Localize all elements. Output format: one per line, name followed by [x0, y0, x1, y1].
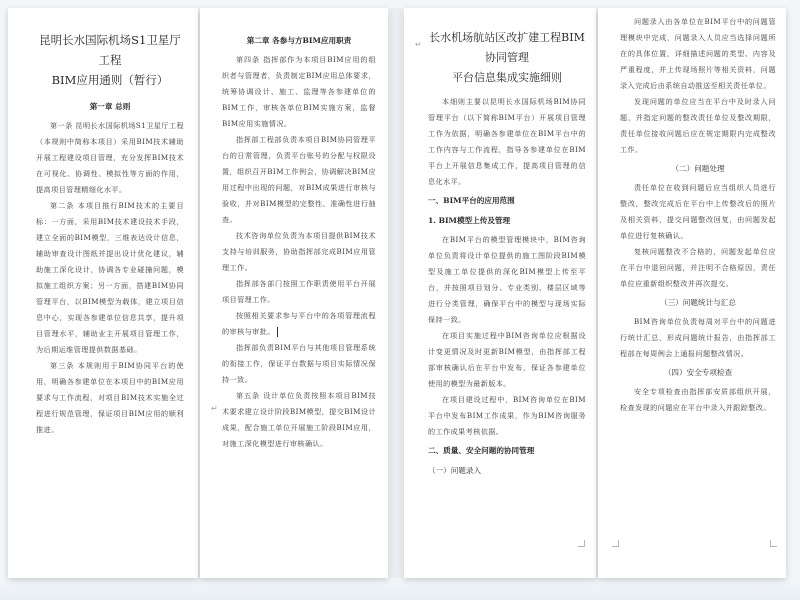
section-heading: 二、质量、安全问题的协同管理	[428, 446, 535, 455]
page-background	[0, 580, 800, 600]
article-paragraph: 第一条 昆明长水国际机场S1卫星厅工程（本规则中简称本项目）采用BIM技术辅助开展工程建设项目管理，充分发挥BIM技术在可视化、协调性、模拟性等方面的作用，提高项目管理精细化水平。	[36, 121, 184, 194]
page-corner-mark	[770, 540, 777, 547]
article-paragraph: 第四条 指挥部作为本项目BIM应用的组织者与管理者，负责制定BIM应用总体要求，统筹协调设计、施工、监理等各参建单位的BIM工作，审核各单位BIM实施方案，监督BIM应用实施情况。	[222, 55, 376, 128]
text-cursor	[277, 327, 278, 337]
document-subtitle: BIM应用通则（暂行）	[51, 73, 169, 87]
article-paragraph: 技术咨询单位负责为本项目提供BIM技术支持与培训服务，协助指挥部完成BIM应用管理工作。	[222, 231, 376, 272]
intro-paragraph: 本细则主要以昆明长水国际机场BIM协同管理平台（以下简称BIM平台）开展项目管理工作为依据，明确各参建单位在BIM平台中的工作内容与工作流程，指导各参建单位在BIM平台上开展信息集成工作，提高项目管理的信息化水平。	[428, 97, 586, 186]
subsection-heading: （一）问题录入	[428, 466, 482, 475]
document-page-3	[404, 8, 596, 578]
body-paragraph: 复核问题整改不合格的，问题发起单位应在平台中退回问题，并注明不合格原因，责任单位应重新组织整改并再次提交。	[620, 247, 776, 288]
subsection-heading: （三）问题统计与汇总	[660, 298, 736, 307]
article-text: 按照相关要求参与平台中的各项管理流程的审核与审批。	[222, 311, 376, 336]
article-paragraph: 第二条 本项目推行BIM技术的主要目标：一方面，采用BIM技术建设技术手段，建立全面的BIM模型，三维表达设计信息，辅助审查设计图纸并提出设计优化建议，辅助施工深化设计，协调各专业碰撞问题，模拟施工组织方案；另一方面，搭建BIM协同管理平台，以BIM模型为载体，建立项目信息中心，实现各参建单位信息共享，提升项目管理水平，辅助业主开展项目管理工作，为后期运维管理提供数据基础。	[36, 201, 184, 354]
body-paragraph: 责任单位在收到问题后应当组织人员进行整改，整改完成后在平台中上传整改后的照片及相关资料，提交问题整改回复，由问题发起单位进行复核确认。	[620, 183, 776, 240]
body-paragraph: 在BIM平台的模型管理模块中，BIM咨询单位负责将设计单位提供的施工图阶段BIM模型及施工单位提供的深化BIM模型上传至平台，并按照项目划分、专业类别、楼层区域等进行分类管理，确保平台中的模型与现场实际保持一致。	[428, 235, 586, 324]
article-paragraph: 指挥部工程部负责本项目BIM协同管理平台的日常管理，负责平台账号的分配与权限设置，组织召开BIM工作例会，协调解决BIM应用过程中出现的问题，对BIM成果进行审核与验收，并对BIM模型的完整性、准确性进行抽查。	[222, 135, 376, 224]
spread-gutter	[390, 8, 402, 578]
article-paragraph: 第五条 设计单位负责按照本项目BIM技术要求建立设计阶段BIM模型，提交BIM设计成果，配合施工单位开展施工阶段BIM应用，对施工深化模型进行审核确认。	[222, 391, 376, 448]
subsection-heading: 1. BIM模型上传及管理	[428, 216, 511, 225]
subsection-heading: （二）问题处理	[671, 164, 725, 173]
subsection-heading: （四）安全专项检查	[663, 368, 733, 377]
article-paragraph: 第三条 本规则用于BIM协同平台的使用，明确各参建单位在本项目中的BIM应用要求与工作流程，对项目BIM技术实施全过程进行规范管理，保证项目BIM应用的顺利推进。	[36, 361, 184, 434]
body-paragraph: 在项目实施过程中BIM咨询单位应根据设计变更情况及时更新BIM模型，由指挥部工程部审核确认后在平台中发布，保证各参建单位使用的模型为最新版本。	[428, 331, 586, 388]
chapter-heading: 第一章 总则	[89, 102, 131, 111]
page-corner-mark	[578, 540, 585, 547]
article-paragraph	[222, 308, 376, 340]
paragraph-mark-icon: ↵	[211, 404, 218, 413]
page-corner-mark	[612, 540, 619, 547]
document-title: 昆明长水国际机场S1卫星厅工程	[39, 33, 181, 67]
body-paragraph: 安全专项检查由指挥部安质部组织开展，检查发现的问题应在平台中录入并跟踪整改。	[620, 387, 776, 412]
document-page-2	[200, 8, 388, 578]
body-paragraph: 问题录入由各单位在BIM平台中的问题管理模块中完成，问题录入人员应当选择问题所在的具体位置，详细描述问题的类型、内容及严重程度，并上传现场照片等相关资料，问题录入完成后由系统自动推送至相关责任单位。	[620, 17, 776, 90]
document-title: 长水机场航站区改扩建工程BIM协同管理	[429, 31, 585, 64]
document-subtitle: 平台信息集成实施细则	[452, 71, 562, 84]
body-paragraph: 在项目建设过程中，BIM咨询单位在BIM平台中发布BIM工作成果，作为BIM咨询服务的工作成果考核依据。	[428, 395, 586, 436]
paragraph-mark-icon: ↵	[415, 40, 422, 49]
chapter-heading: 第二章 各参与方BIM应用职责	[246, 36, 352, 45]
body-paragraph: BIM咨询单位负责每周对平台中的问题进行统计汇总，形成问题统计报告，由指挥部工程部在每周例会上通报问题整改情况。	[620, 317, 776, 358]
article-paragraph: 指挥部各部门按照工作职责使用平台开展项目管理工作。	[222, 279, 376, 304]
article-paragraph: 指挥部负责BIM平台与其他项目管理系统的衔接工作，保证平台数据与项目实际情况保持一致。	[222, 343, 376, 384]
section-heading: 一、BIM平台的应用范围	[428, 196, 515, 205]
document-page-1	[8, 8, 198, 578]
body-paragraph: 发现问题的单位应当在平台中及时录入问题，并指定问题的整改责任单位及整改期限，责任单位接收问题后应在规定期限内完成整改工作。	[620, 97, 776, 154]
document-page-4	[598, 8, 786, 578]
